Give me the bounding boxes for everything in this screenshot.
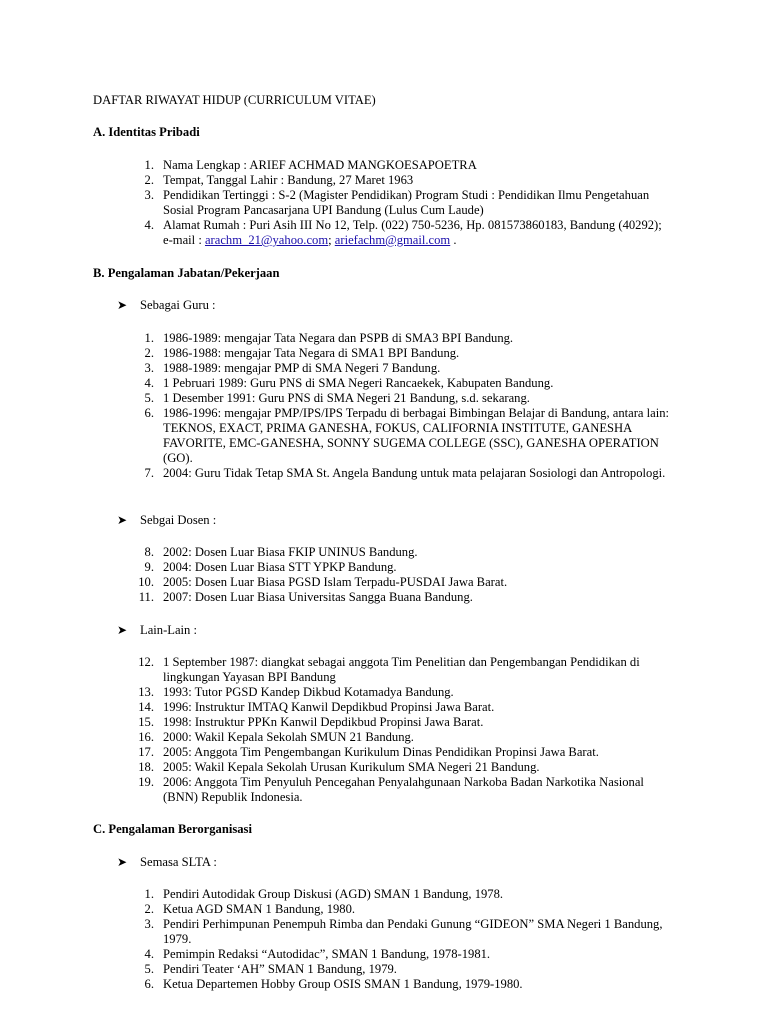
list-item: 4. 1 Pebruari 1989: Guru PNS di SMA Negeri Rancaekek, Kabupaten Bandung.: [144, 376, 554, 390]
list-item: 4. Alamat Rumah : Puri Asih III No 12, Telp. (022) 750-5236, Hp. 081573860183, Bandung (40292); e-mail : arachm_21@yahoo.com; ariefachm@gmail.com .: [144, 218, 662, 247]
list-item: 3. 1988-1989: mengajar PMP di SMA Negeri 7 Bandung.: [144, 361, 441, 375]
list-item: 2. Ketua AGD SMAN 1 Bandung, 1980.: [144, 902, 356, 916]
bullet-guru: ➤ Sebagai Guru :: [117, 298, 216, 312]
arrow-bullet-icon: ➤: [117, 623, 128, 637]
identitas-list: [0, 158, 768, 248]
list-item: 15. 1998: Instruktur PPKn Kanwil Depdikbud Propinsi Jawa Barat.: [138, 715, 484, 729]
list-item: 14. 1996: Instruktur IMTAQ Kanwil Depdikbud Propinsi Jawa Barat.: [138, 700, 495, 714]
list-item: 2. Tempat, Tanggal Lahir : Bandung, 27 Maret 1963: [144, 173, 414, 187]
list-item: 4. Pemimpin Redaksi “Autodidac”, SMAN 1 Bandung, 1978-1981.: [144, 947, 491, 961]
section-heading-c: C. Pengalaman Berorganisasi: [93, 822, 252, 836]
email-link-yahoo[interactable]: arachm_21@yahoo.com: [204, 233, 329, 247]
guru-list: [0, 331, 768, 496]
arrow-bullet-icon: ➤: [117, 298, 128, 312]
list-item: 13. 1993: Tutor PGSD Kandep Dikbud Kotamadya Bandung.: [138, 685, 454, 699]
list-item: 1. 1986-1989: mengajar Tata Negara dan PSPB di SMA3 BPI Bandung.: [144, 331, 514, 345]
bullet-dosen: ➤ Sebgai Dosen :: [117, 513, 217, 527]
arrow-bullet-icon: ➤: [117, 513, 128, 527]
bullet-slta: ➤ Semasa SLTA :: [117, 855, 217, 869]
list-item: 16. 2000: Wakil Kepala Sekolah SMUN 21 Bandung.: [138, 730, 414, 744]
lain-list: [0, 655, 768, 805]
list-item: 10. 2005: Dosen Luar Biasa PGSD Islam Terpadu-PUSDAI Jawa Barat.: [138, 575, 508, 589]
bullet-lain: ➤ Lain-Lain :: [117, 623, 197, 637]
list-item: 1. Nama Lengkap : ARIEF ACHMAD MANGKOESAPOETRA: [144, 158, 477, 172]
list-item: 18. 2005: Wakil Kepala Sekolah Urusan Kurikulum SMA Negeri 21 Bandung.: [138, 760, 540, 774]
list-item: 3. Pendidikan Tertinggi : S-2 (Magister Pendidikan) Program Studi : Pendidikan Ilmu Pengetahuan Sosial Program Pancasarjana UPI Bandung (Lulus Cum Laude): [144, 188, 650, 217]
list-item: 7. 2004: Guru Tidak Tetap SMA St. Angela Bandung untuk mata pelajaran Sosiologi dan Antropologi.: [144, 466, 666, 480]
list-item: 6. 1986-1996: mengajar PMP/IPS/IPS Terpadu di berbagai Bimbingan Belajar di Bandung, antara lain: TEKNOS, EXACT, PRIMA GANESHA, FOKUS, CALIFORNIA INSTITUTE, GANESHA FAVORITE, EMC-GANESHA, SONNY SUGEMA COLLEGE (SSC), GANESHA OPERATION (GO).: [144, 406, 670, 465]
list-item: 5. Pendiri Teater ‘AH” SMAN 1 Bandung, 1979.: [144, 962, 397, 976]
list-item: 3. Pendiri Perhimpunan Penempuh Rimba dan Pendaki Gunung “GIDEON” SMA Negeri 1 Bandung, 1979.: [144, 917, 663, 946]
list-item: 19. 2006: Anggota Tim Penyuluh Pencegahan Penyalahgunaan Narkoba Badan Narkotika Nasional (BNN) Republik Indonesia.: [138, 775, 644, 804]
list-item: 11. 2007: Dosen Luar Biasa Universitas Sangga Buana Bandung.: [138, 590, 473, 604]
section-heading-a: A. Identitas Pribadi: [93, 125, 200, 139]
section-heading-b: B. Pengalaman Jabatan/Pekerjaan: [93, 266, 280, 280]
document-title: DAFTAR RIWAYAT HIDUP (CURRICULUM VITAE): [93, 93, 376, 107]
arrow-bullet-icon: ➤: [117, 855, 128, 869]
list-item: 2. 1986-1988: mengajar Tata Negara di SMA1 BPI Bandung.: [144, 346, 460, 360]
list-item: 9. 2004: Dosen Luar Biasa STT YPKP Bandung.: [144, 560, 397, 574]
email-link-gmail[interactable]: ariefachm@gmail.com: [334, 233, 451, 247]
dosen-list: [0, 545, 768, 605]
list-item: 12. 1 September 1987: diangkat sebagai anggota Tim Penelitian dan Pengembangan Pendidikan di lingkungan Yayasan BPI Bandung: [138, 655, 640, 684]
list-item: 17. 2005: Anggota Tim Pengembangan Kurikulum Dinas Pendidikan Propinsi Jawa Barat.: [138, 745, 599, 759]
list-item: 5. 1 Desember 1991: Guru PNS di SMA Negeri 21 Bandung, s.d. sekarang.: [144, 391, 530, 405]
list-item: 6. Ketua Departemen Hobby Group OSIS SMAN 1 Bandung, 1979-1980.: [144, 977, 523, 991]
list-item: 1. Pendiri Autodidak Group Diskusi (AGD) SMAN 1 Bandung, 1978.: [144, 887, 504, 901]
slta-list: [0, 887, 768, 992]
list-item: 8. 2002: Dosen Luar Biasa FKIP UNINUS Bandung.: [144, 545, 418, 559]
